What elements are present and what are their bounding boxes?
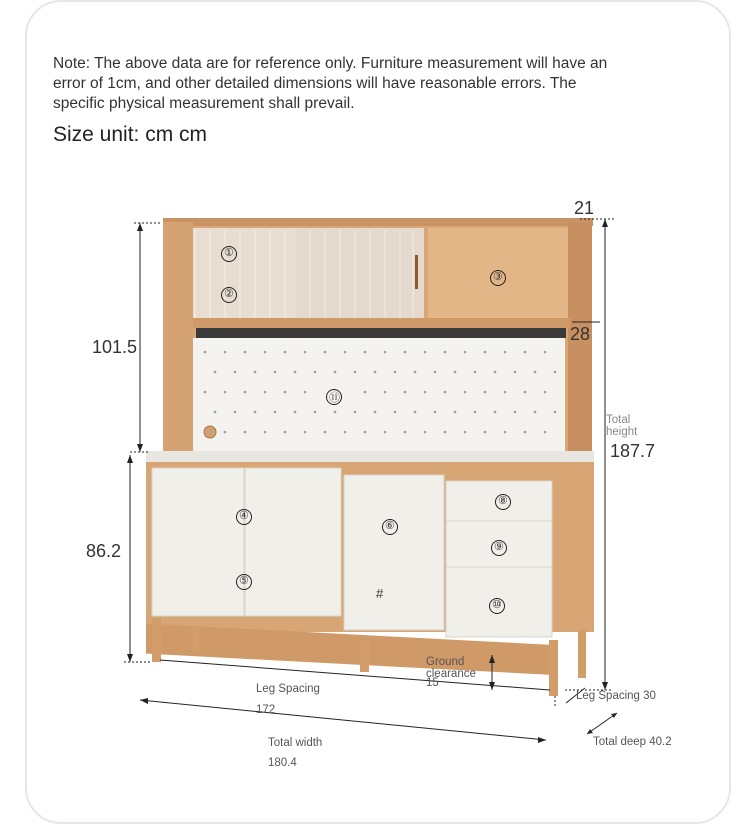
size-unit: Size unit: cm cm (53, 123, 208, 146)
part-10-label: ⑩ (492, 599, 502, 611)
shelf-depth-value: 28 (570, 324, 591, 344)
door-2 (245, 468, 341, 616)
door-handle-right (415, 255, 418, 289)
pegboard (193, 338, 565, 452)
total-width-label: Total width (268, 737, 323, 749)
part-5-label: ⑤ (239, 575, 249, 587)
lower-height-value: 86.2 (86, 541, 122, 561)
ground-clearance-value: 15 (426, 677, 439, 689)
part-3-label: ③ (493, 271, 503, 283)
glass-door-right (296, 228, 424, 320)
cable-hole (204, 426, 216, 438)
hook-rail (196, 328, 566, 338)
shelf (165, 318, 570, 328)
leg-spacing-label: Leg Spacing (256, 683, 320, 695)
top-depth-value: 21 (574, 198, 595, 218)
leg-front-left (152, 618, 161, 662)
leg-spacing-value: 172 (256, 704, 276, 716)
hutch-top (163, 218, 593, 226)
part-6-label: ⑥ (385, 520, 395, 532)
total-width-value: 180.4 (268, 757, 297, 769)
note-text: Note: The above data are for reference only. Furniture measurement will have an error of 1cm, and other detailed dimensions will have reasonable errors. The specific physical measurement shall prevail. (53, 55, 608, 112)
leg-spacing-depth: Leg Spacing 30 (576, 690, 656, 702)
part-11-label: ⑪ (329, 392, 340, 404)
door-3 (344, 475, 444, 630)
part-4-label: ④ (239, 510, 249, 522)
part-8-label: ⑧ (498, 495, 508, 507)
leg-front-mid (360, 640, 369, 672)
ground-clearance-label: Ground clearance (426, 656, 476, 680)
part-hash-label: # (376, 586, 384, 601)
leg-back-right (578, 630, 586, 678)
worktop (146, 451, 594, 463)
part-9-label: ⑨ (494, 541, 504, 553)
part-1-label: ① (224, 247, 234, 259)
total-height-label: Total height (606, 414, 638, 438)
leg-back-left (193, 626, 200, 651)
leg-front-right (549, 640, 558, 696)
total-deep: Total deep 40.2 (593, 736, 672, 748)
upper-height-value: 101.5 (92, 337, 138, 357)
total-height-value: 187.7 (610, 441, 656, 461)
door-1 (152, 468, 244, 616)
hutch-left-side (163, 222, 193, 454)
part-2-label: ② (224, 288, 234, 300)
